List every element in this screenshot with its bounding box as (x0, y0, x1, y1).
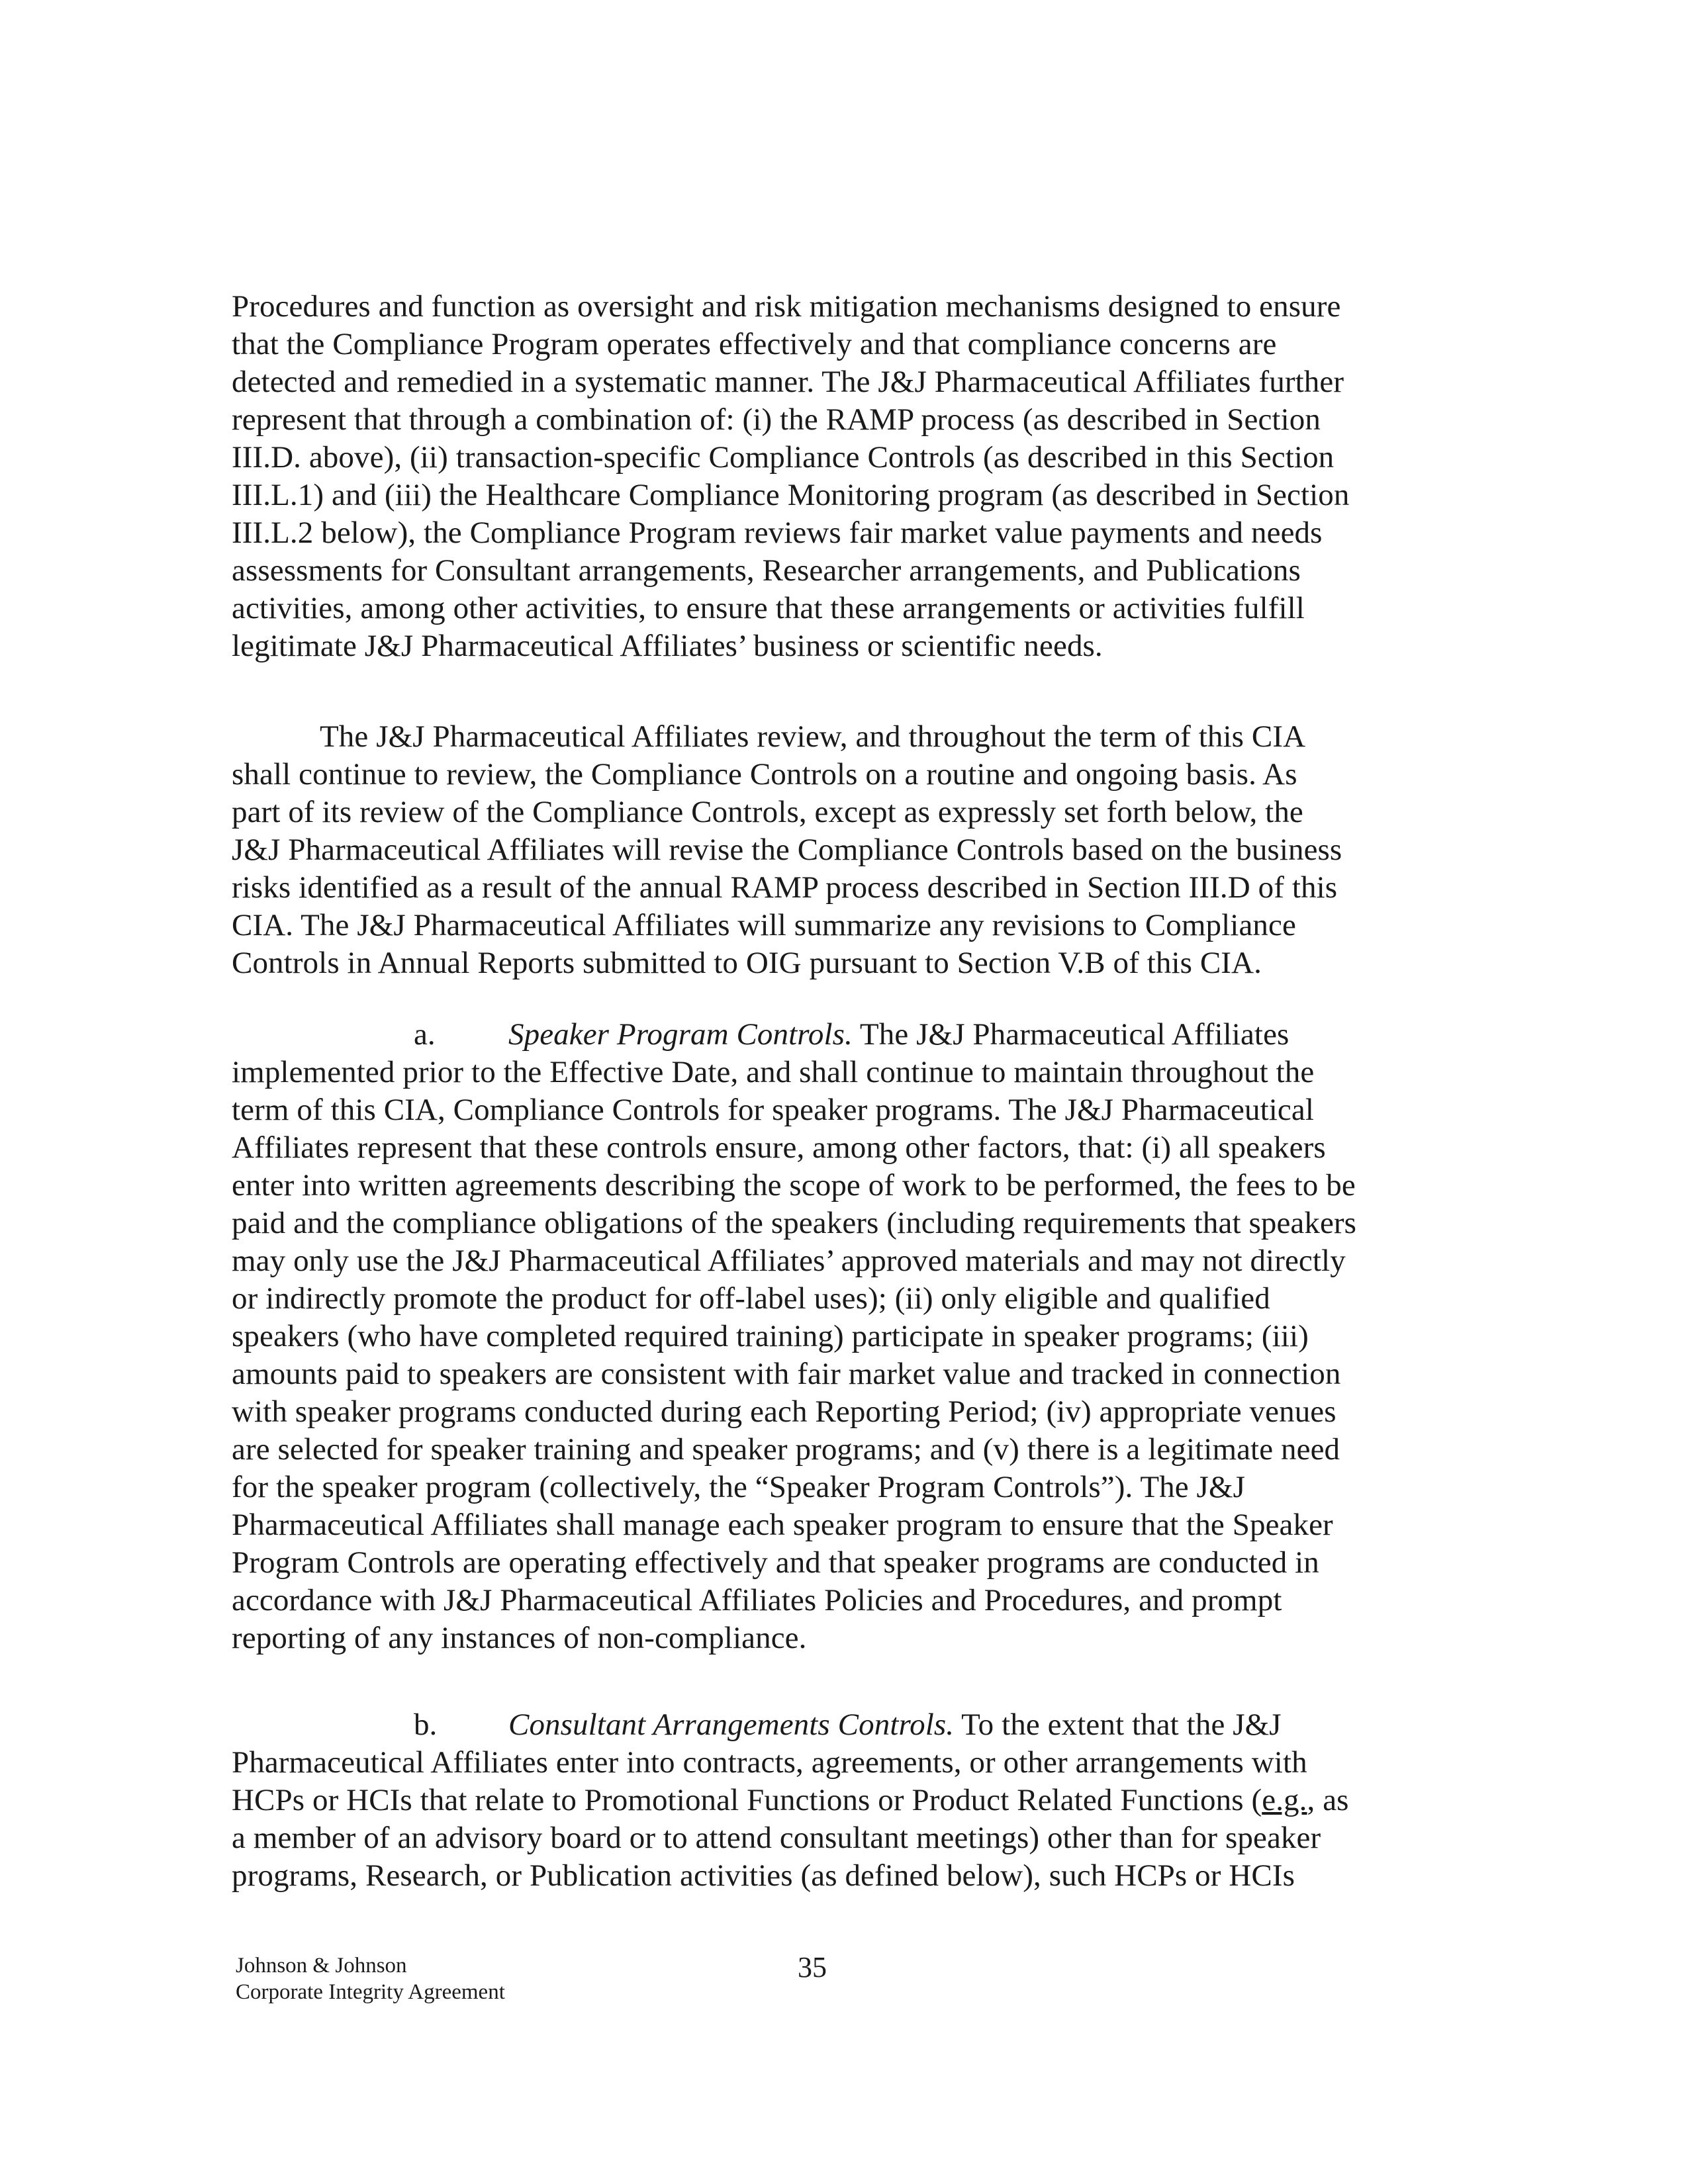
text-line: J&J Pharmaceutical Affiliates will revise the Compliance Controls based on the business (232, 833, 1342, 867)
text-span: , as (1307, 1783, 1349, 1817)
text-line: may only use the J&J Pharmaceutical Affiliates’ approved materials and may not directly (232, 1244, 1346, 1278)
text-line: a member of an advisory board or to attend consultant meetings) other than for speaker (232, 1821, 1321, 1855)
text-line: shall continue to review, the Compliance Controls on a routine and ongoing basis. As (232, 757, 1297, 792)
text-line: implemented prior to the Effective Date, and shall continue to maintain throughout the (232, 1055, 1315, 1089)
text-line: III.D. above), (ii) transaction-specific Compliance Controls (as described in this Section (232, 440, 1335, 475)
text-line: Procedures and function as oversight and risk mitigation mechanisms designed to ensure (232, 289, 1341, 324)
text-line: that the Compliance Program operates effectively and that compliance concerns are (232, 327, 1277, 361)
text-line: reporting of any instances of non-compliance. (232, 1621, 807, 1655)
text-line: paid and the compliance obligations of the speakers (including requirements that speakers (232, 1206, 1357, 1240)
text-line: part of its review of the Compliance Controls, except as expressly set forth below, the (232, 795, 1303, 829)
text-line: with speaker programs conducted during each Reporting Period; (iv) appropriate venues (232, 1394, 1336, 1429)
section-label: a. (414, 1017, 436, 1052)
section-first-line (508, 1016, 1289, 1053)
section-first-line (508, 1706, 1282, 1743)
text-line: or indirectly promote the product for off-label uses); (ii) only eligible and qualified (232, 1281, 1270, 1316)
text-line: assessments for Consultant arrangements, Researcher arrangements, and Publications (232, 553, 1301, 588)
text-line: III.L.2 below), the Compliance Program reviews fair market value payments and needs (232, 516, 1323, 550)
text-line: detected and remedied in a systematic manner. The J&J Pharmaceutical Affiliates further (232, 365, 1344, 399)
text-line (232, 1782, 1349, 1819)
text-line: are selected for speaker training and speaker programs; and (v) there is a legitimate need (232, 1432, 1340, 1467)
text-line: represent that through a combination of: (i) the RAMP process (as described in Section (232, 402, 1321, 437)
section-heading: Speaker Program Controls. (508, 1017, 853, 1052)
text-line: Affiliates represent that these controls ensure, among other factors, that: (i) all speakers (232, 1130, 1326, 1165)
text-line: The J&J Pharmaceutical Affiliates review, and throughout the term of this CIA (320, 719, 1306, 754)
text-line: Controls in Annual Reports submitted to OIG pursuant to Section V.B of this CIA. (232, 946, 1262, 980)
section-label: b. (414, 1707, 438, 1742)
text-span: The J&J Pharmaceutical Affiliates (852, 1017, 1289, 1052)
text-line: enter into written agreements describing the scope of work to be performed, the fees to be (232, 1168, 1356, 1203)
text-line: risks identified as a result of the annual RAMP process described in Section III.D of this (232, 870, 1338, 905)
text-line: programs, Research, or Publication activities (as defined below), such HCPs or HCIs (232, 1858, 1295, 1893)
section-heading: Consultant Arrangements Controls. (508, 1707, 955, 1742)
text-span: To the extent that the J&J (954, 1707, 1282, 1742)
text-line: term of this CIA, Compliance Controls for speaker programs. The J&J Pharmaceutical (232, 1093, 1314, 1127)
text-line: accordance with J&J Pharmaceutical Affiliates Policies and Procedures, and prompt (232, 1583, 1282, 1617)
page-number: 35 (798, 1951, 827, 1983)
text-line: for the speaker program (collectively, the “Speaker Program Controls”). The J&J (232, 1470, 1245, 1504)
text-line: Program Controls are operating effectively and that speaker programs are conducted in (232, 1545, 1319, 1580)
text-line: amounts paid to speakers are consistent with fair market value and tracked in connection (232, 1357, 1341, 1391)
underlined-abbreviation: e.g. (1262, 1783, 1307, 1817)
footer-document-title: Corporate Integrity Agreement (236, 1980, 505, 2004)
text-line: activities, among other activities, to ensure that these arrangements or activities fulfill (232, 591, 1305, 625)
text-line: CIA. The J&J Pharmaceutical Affiliates will summarize any revisions to Compliance (232, 908, 1296, 942)
text-line: Pharmaceutical Affiliates enter into contracts, agreements, or other arrangements with (232, 1745, 1307, 1780)
text-line: Pharmaceutical Affiliates shall manage each speaker program to ensure that the Speaker (232, 1508, 1333, 1542)
text-line: III.L.1) and (iii) the Healthcare Compliance Monitoring program (as described in Section (232, 478, 1350, 512)
footer-company: Johnson & Johnson (236, 1954, 407, 1978)
text-line: speakers (who have completed required training) participate in speaker programs; (iii) (232, 1319, 1309, 1353)
text-line: legitimate J&J Pharmaceutical Affiliates’ business or scientific needs. (232, 629, 1103, 663)
text-span: HCPs or HCIs that relate to Promotional Functions or Product Related Functions ( (232, 1783, 1262, 1817)
